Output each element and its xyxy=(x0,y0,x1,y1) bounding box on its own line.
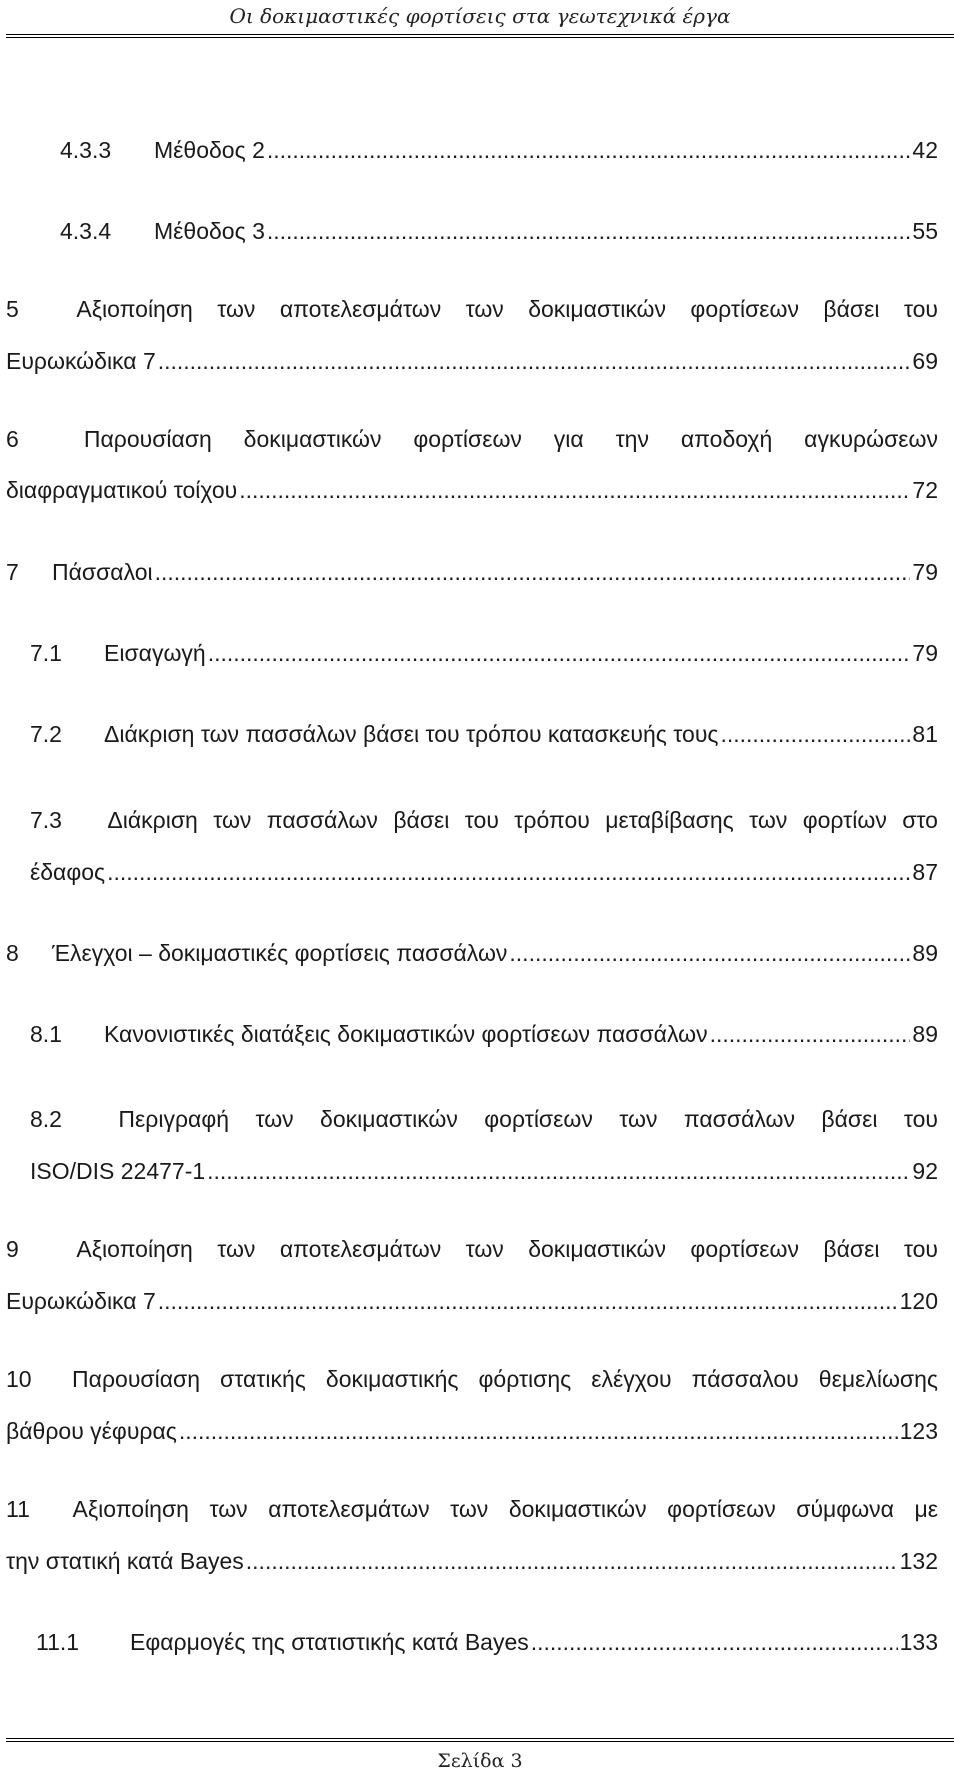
toc-page-number: 79 xyxy=(912,640,938,666)
toc-title-word: βάσει xyxy=(823,1236,880,1262)
dot-leader xyxy=(208,637,911,669)
toc-title-word: Διάκριση xyxy=(107,807,198,833)
dot-leader xyxy=(267,215,911,247)
toc-page-number: 133 xyxy=(899,1629,938,1655)
dot-leader xyxy=(155,556,911,588)
toc-page-number: 132 xyxy=(899,1548,938,1574)
toc-title-word: των xyxy=(465,296,504,322)
toc-page-number: 79 xyxy=(912,559,938,585)
toc-entry-7[interactable] xyxy=(6,556,938,588)
toc-title-word: των xyxy=(217,1236,256,1262)
toc-title-word: δοκιμαστικών xyxy=(528,1236,667,1262)
toc-title-word: των xyxy=(619,1106,658,1132)
page-footer: Σελίδα 3 xyxy=(437,1750,523,1772)
toc-entry-8-2-line2[interactable] xyxy=(30,1155,938,1187)
toc-title-word: αγκυρώσεων xyxy=(804,426,938,452)
toc-title-word: του xyxy=(464,807,499,833)
toc-title: έδαφος xyxy=(30,859,106,885)
toc-title-word: τρόπου xyxy=(514,807,590,833)
toc-number: 4.3.4 xyxy=(60,218,112,244)
dot-leader xyxy=(531,1626,898,1658)
toc-title-word: των xyxy=(213,807,252,833)
toc-title: Ευρωκώδικα 7 xyxy=(6,348,156,374)
toc-title: Μέθοδος 2 xyxy=(154,137,265,163)
toc-title-word: αποτελεσμάτων xyxy=(268,1496,430,1522)
toc-title-word: ελέγχου xyxy=(591,1366,672,1392)
toc-number: 8.1 xyxy=(30,1021,62,1047)
toc-title-word: στο xyxy=(902,807,938,833)
toc-title-word: Αξιοποίηση xyxy=(76,296,193,322)
toc-title-word: του xyxy=(903,296,938,322)
toc-title-word: Παρουσίαση xyxy=(83,426,212,452)
toc-entry-4-3-3[interactable] xyxy=(60,134,938,166)
toc-title-word: σύμφωνα xyxy=(796,1496,894,1522)
toc-entry-8-2-line1[interactable] xyxy=(30,1103,938,1135)
toc-number: 11.1 xyxy=(36,1629,80,1655)
toc-title-word: βάσει xyxy=(393,807,450,833)
toc-number: 4.3.3 xyxy=(60,137,112,163)
toc-entry-11-line1[interactable] xyxy=(6,1493,938,1525)
toc-entry-9-line1[interactable] xyxy=(6,1233,938,1265)
toc-title-word: αποτελεσμάτων xyxy=(279,1236,442,1262)
toc-title: Εισαγωγή xyxy=(104,640,206,666)
dot-leader xyxy=(158,1285,898,1317)
toc-title: Πάσσαλοι xyxy=(52,559,153,585)
toc-title-word: βάσει xyxy=(821,1106,878,1132)
toc-title-word: των xyxy=(749,807,788,833)
toc-title: Κανονιστικές διατάξεις δοκιμαστικών φορτίσεων πασσάλων xyxy=(104,1021,708,1047)
toc-number: 7 xyxy=(6,559,19,585)
toc-page-number: 42 xyxy=(912,137,938,163)
toc-title-word: αποτελεσμάτων xyxy=(279,296,442,322)
toc-title-word: μεταβίβασης xyxy=(605,807,734,833)
toc-title-word: την xyxy=(615,426,649,452)
toc-entry-10-line1[interactable] xyxy=(6,1363,938,1395)
toc-title-word: για xyxy=(553,426,584,452)
dot-leader xyxy=(107,856,910,888)
toc-page-number: 72 xyxy=(912,477,938,503)
toc-title-word: στατικής xyxy=(220,1366,306,1392)
toc-title-word: των xyxy=(209,1496,248,1522)
toc-entry-7-3-line2[interactable] xyxy=(30,856,938,888)
toc-page-number: 92 xyxy=(912,1158,938,1184)
dot-leader xyxy=(721,718,911,750)
toc-title-word: με xyxy=(914,1496,938,1522)
toc-entry-4-3-4[interactable] xyxy=(60,215,938,247)
toc-number: 6 xyxy=(6,426,19,452)
toc-title: Μέθοδος 3 xyxy=(154,218,265,244)
toc-title: Εφαρμογές της στατιστικής κατά Bayes xyxy=(130,1629,529,1655)
toc-entry-6-line1[interactable] xyxy=(6,423,938,455)
toc-entry-7-2[interactable] xyxy=(30,718,938,750)
toc-title-word: φορτίσεων xyxy=(413,426,522,452)
toc-title-word: φορτίων xyxy=(802,807,887,833)
toc-title-word: φορτίσεων xyxy=(484,1106,593,1132)
toc-page-number: 55 xyxy=(912,218,938,244)
toc-title-word: των xyxy=(255,1106,294,1132)
toc-page-number: 81 xyxy=(912,721,938,747)
toc-entry-5-line2[interactable] xyxy=(6,345,938,377)
toc-title-word: φόρτισης xyxy=(478,1366,572,1392)
toc-entry-8[interactable] xyxy=(6,937,938,969)
toc-title-word: των xyxy=(450,1496,489,1522)
toc-page-number: 123 xyxy=(899,1418,938,1444)
toc-entry-9-line2[interactable] xyxy=(6,1285,938,1317)
toc-title-word: δοκιμαστικών xyxy=(320,1106,458,1132)
dot-leader xyxy=(246,1545,898,1577)
dot-leader xyxy=(267,134,911,166)
toc-title-word: φορτίσεων xyxy=(690,296,799,322)
toc-entry-7-1[interactable] xyxy=(30,637,938,669)
dot-leader xyxy=(158,345,911,377)
toc-number: 8.2 xyxy=(30,1106,62,1132)
toc-title-word: των xyxy=(465,1236,504,1262)
toc-title-word: Αξιοποίηση xyxy=(72,1496,189,1522)
footer-rule xyxy=(6,1738,954,1742)
dot-leader xyxy=(207,1155,910,1187)
toc-title-word: φορτίσεων xyxy=(667,1496,776,1522)
toc-entry-8-1[interactable] xyxy=(30,1018,938,1050)
toc-title-word: του xyxy=(903,1106,938,1132)
toc-title: διαφραγματικού τοίχου xyxy=(6,477,238,503)
toc-entry-5-line1[interactable] xyxy=(6,293,938,325)
toc-title-word: φορτίσεων xyxy=(690,1236,799,1262)
toc-title-word: του xyxy=(903,1236,938,1262)
toc-number: 7.1 xyxy=(30,640,62,666)
toc-page-number: 89 xyxy=(912,1021,938,1047)
toc-title-word: των xyxy=(217,296,256,322)
toc-title-word: πασσάλων xyxy=(266,807,378,833)
toc-title-word: αποδοχή xyxy=(680,426,773,452)
toc-title-word: θεμελίωσης xyxy=(818,1366,938,1392)
toc-page-number: 120 xyxy=(899,1288,938,1314)
toc-entry-7-3-line1[interactable] xyxy=(30,804,938,836)
toc-title-word: δοκιμαστικών xyxy=(243,426,382,452)
toc-entry-11-1[interactable] xyxy=(36,1626,938,1658)
toc-number: 7.2 xyxy=(30,721,62,747)
toc-number: 7.3 xyxy=(30,807,62,833)
toc-title-word: πασσάλων xyxy=(683,1106,795,1132)
dot-leader xyxy=(179,1415,898,1447)
toc-title: Διάκριση των πασσάλων βάσει του τρόπου κατασκευής τους xyxy=(104,721,719,747)
toc-title-word: δοκιμαστικών xyxy=(508,1496,647,1522)
toc-title-word: πάσσαλου xyxy=(691,1366,799,1392)
toc-title: ISO/DIS 22477-1 xyxy=(30,1158,206,1184)
toc-title-word: Περιγραφή xyxy=(118,1106,230,1132)
toc-title-word: δοκιμαστικών xyxy=(528,296,667,322)
toc-number: 9 xyxy=(6,1236,19,1262)
dot-leader xyxy=(710,1018,911,1050)
toc-title-word: Παρουσίαση xyxy=(72,1366,200,1392)
toc-page-number: 69 xyxy=(912,348,938,374)
toc-title: βάθρου γέφυρας xyxy=(6,1418,177,1444)
dot-leader xyxy=(239,474,910,506)
toc-title: Έλεγχοι – δοκιμαστικές φορτίσεις πασσάλων xyxy=(52,940,508,966)
toc-title-word: βάσει xyxy=(823,296,880,322)
toc-title: Ευρωκώδικα 7 xyxy=(6,1288,156,1314)
toc-entry-6-line2[interactable] xyxy=(6,474,938,506)
dot-leader xyxy=(509,937,910,969)
toc-page-number: 89 xyxy=(912,940,938,966)
toc-number: 8 xyxy=(6,940,19,966)
toc-entry-10-line2[interactable] xyxy=(6,1415,938,1447)
toc-number: 5 xyxy=(6,296,19,322)
toc-number: 11 xyxy=(6,1496,30,1522)
toc-title: την στατική κατά Bayes xyxy=(6,1548,244,1574)
toc-title-word: δοκιμαστικής xyxy=(325,1366,459,1392)
toc-title-word: Αξιοποίηση xyxy=(76,1236,193,1262)
toc-page-number: 87 xyxy=(912,859,938,885)
toc-number: 10 xyxy=(6,1366,32,1392)
running-header: Οι δοκιμαστικές φορτίσεις στα γεωτεχνικά έργα xyxy=(229,4,731,28)
toc-entry-11-line2[interactable] xyxy=(6,1545,938,1577)
